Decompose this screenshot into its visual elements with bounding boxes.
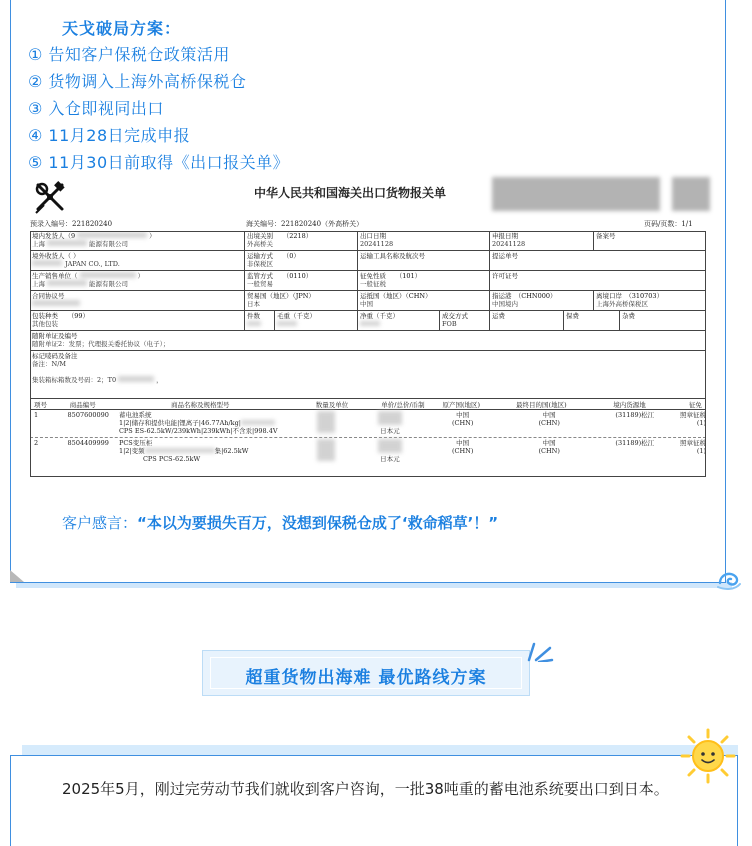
field-label: 随附单证及编号 <box>32 332 78 340</box>
column-header: 商品编号 <box>69 401 96 409</box>
redacted-text <box>118 376 154 382</box>
field-value: JAPAN CO., LTD. <box>65 260 120 268</box>
redacted-qrcode <box>672 177 710 211</box>
goods-origin <box>418 439 493 463</box>
field-label: 许可证号 <box>492 272 518 280</box>
field-value: (1) <box>696 419 707 427</box>
goods-levy <box>667 439 706 463</box>
field-value: 20241128 <box>492 240 526 248</box>
field-label: 离境口岸 （310703） <box>596 292 664 300</box>
pre-entry-number: 预录入编号：221820240 <box>30 220 113 228</box>
field-label: 保费 <box>566 312 579 320</box>
field-label: ） <box>137 272 144 280</box>
field-value: 随附单证2：发票；代理报关委托协议（电子）； <box>32 340 170 348</box>
field-label: 监管方式 （0110） <box>247 272 313 280</box>
redacted-text <box>145 448 215 453</box>
solution-title: 天戈破局方案： <box>62 19 182 38</box>
column-header: 商品名称及规格型号 <box>170 401 230 409</box>
swirl-decoration-icon <box>717 568 741 590</box>
field-label: 标记唛码及备注 <box>32 352 78 360</box>
redacted-text <box>32 300 80 306</box>
field-label: 运输工具名称及航次号 <box>360 252 425 260</box>
field-label: 贸易国（地区）（JPN） <box>247 292 315 300</box>
redacted-text <box>47 240 87 246</box>
redacted-text <box>32 260 62 266</box>
redacted-text <box>247 321 261 326</box>
field-value: 上海外高桥保税区 <box>596 300 648 308</box>
field-value: 中国 <box>456 411 470 419</box>
field-label: 件数 <box>247 312 260 320</box>
field-value: 中国 <box>542 411 556 419</box>
field-value: 日本 <box>247 300 260 308</box>
step-item: ⑤ 11月30日前取得《出口报关单》 <box>28 153 290 172</box>
goods-name: PCS变压柜 <box>118 439 153 447</box>
section-banner <box>202 650 530 696</box>
field-label: 备案号 <box>596 232 616 240</box>
column-header: 最终目的国(地区) <box>516 401 567 409</box>
goods-no: 2 <box>34 439 39 447</box>
column-header: 数量及单位 <box>315 401 349 409</box>
field-value: 一般贸易 <box>247 280 273 288</box>
container-info <box>32 376 704 384</box>
goods-spec: 1|2|变频 <box>118 447 145 455</box>
goods-no: 1 <box>34 411 39 419</box>
customer-quote <box>62 512 498 533</box>
field-label: 出口日期 <box>360 232 386 240</box>
field-label: 毛重（千克） <box>277 312 316 320</box>
banner-title: 超重货物出海难 最优路线方案 <box>245 668 487 688</box>
redacted-text <box>241 420 275 425</box>
field-label: 杂费 <box>622 312 635 320</box>
field-label: 包装种类 （99） <box>32 312 90 320</box>
field-label: 净重（千克） <box>360 312 399 320</box>
step-item: ② 货物调入上海外高桥保税仓 <box>28 72 247 91</box>
field-value: 备注：N/M <box>32 360 67 368</box>
column-header: 单价/总价/币制 <box>381 401 425 409</box>
goods-header-row <box>30 399 706 409</box>
sparkle-rays-icon <box>526 640 554 662</box>
field-value: (CHN) <box>538 419 560 427</box>
field-value: (CHN) <box>451 419 474 427</box>
field-label: 运费 <box>492 312 505 320</box>
goods-spec: CPS ES-62.5kW/239kWh|239kWh|不含汞|998.4V <box>118 427 278 435</box>
field-value: 能源有限公司 <box>89 280 128 288</box>
field-label: 成交方式 <box>442 312 468 320</box>
step-item: ④ 11月28日完成申报 <box>28 126 191 145</box>
goods-spec: 集|62.5kW <box>214 447 249 455</box>
field-value: 上海 <box>32 240 45 248</box>
redacted-text <box>317 411 335 433</box>
goods-source: (31189)松江 <box>615 411 655 419</box>
goods-quantity <box>293 439 361 463</box>
form-grid <box>30 231 706 465</box>
field-value: FOB <box>442 320 457 328</box>
story-paragraph: 2025年5月，刚过完劳动节我们就收到客户咨询，一批38吨重的蓄电池系统要出口到日本。 <box>62 780 669 798</box>
field-value: 非保税区 <box>247 260 273 268</box>
field-value <box>32 260 242 268</box>
field-label: 提运单号 <box>492 252 518 260</box>
field-label: 生产销售单位（ <box>32 272 78 280</box>
step-item: ③ 入仓即视同出口 <box>28 99 164 118</box>
field-value: 照章征税 <box>680 439 707 447</box>
field-value: (CHN) <box>451 447 474 455</box>
field-value: 中国 <box>360 300 373 308</box>
redacted-text <box>360 321 380 326</box>
form-title: 中华人民共和国海关出口货物报关单 <box>254 186 447 200</box>
goods-price <box>361 411 418 435</box>
field-label: 征免性质 （101） <box>360 272 422 280</box>
field-value: 中国 <box>542 439 556 447</box>
column-header: 征免 <box>688 401 702 409</box>
customs-emblem-icon <box>32 179 68 215</box>
field-label: 境外收货人（ ） <box>32 252 80 260</box>
field-value: ， <box>156 376 163 384</box>
customs-number: 海关编号：221820240（外高桥关） <box>246 220 364 228</box>
goods-levy <box>667 411 706 435</box>
goods-item-row <box>30 410 706 437</box>
goods-item-row <box>30 437 706 465</box>
redacted-text <box>378 411 402 425</box>
field-label: 申报日期 <box>492 232 518 240</box>
field-value: 集装箱标箱数及号码：2；T0 <box>32 376 117 384</box>
goods-description <box>119 439 293 463</box>
column-header: 原产国(地区) <box>442 401 481 409</box>
field-value: 外高桥关 <box>247 240 273 248</box>
goods-code: 8507600090 <box>67 411 109 419</box>
goods-currency: 日本元 <box>380 455 400 463</box>
redacted-text <box>80 272 136 278</box>
field-value: 中国境内 <box>492 300 518 308</box>
step-item: ① 告知客户保税仓政策活用 <box>28 45 230 64</box>
quote-prefix: 客户感言： <box>62 514 138 532</box>
field-value: 中国 <box>456 439 470 447</box>
field-value: 一般征税 <box>360 280 386 288</box>
goods-currency: 日本元 <box>380 427 400 435</box>
field-label: 合同协议号 <box>32 292 65 300</box>
goods-price <box>361 439 418 463</box>
goods-source: (31189)松江 <box>615 439 655 447</box>
redacted-barcode <box>492 177 660 211</box>
field-value: (1) <box>696 447 707 455</box>
field-label: 出境关别 （2218） <box>247 232 313 240</box>
goods-description <box>119 411 293 435</box>
goods-destination <box>493 439 591 463</box>
page-count: 页码/页数：1/1 <box>644 220 693 228</box>
goods-destination <box>493 411 591 435</box>
redacted-text <box>317 439 335 461</box>
solution-steps <box>28 42 289 177</box>
redacted-text <box>47 280 87 286</box>
field-value: 能源有限公司 <box>89 240 128 248</box>
column-header: 项号 <box>34 401 47 409</box>
field-value: (CHN) <box>538 447 560 455</box>
page-fold-corner <box>10 570 24 582</box>
field-value: 20241128 <box>360 240 394 248</box>
field-value: 其他包装 <box>32 320 58 328</box>
goods-code: 8504409999 <box>67 439 109 447</box>
customs-declaration-form <box>30 175 710 480</box>
redacted-text <box>277 321 297 326</box>
field-label: 境内发货人（9 <box>32 232 76 240</box>
field-label: 运抵国（地区）（CHN） <box>360 292 432 300</box>
field-value: 照章征税 <box>680 411 707 419</box>
redacted-text <box>77 232 147 238</box>
field-value: 上海 <box>32 280 45 288</box>
goods-name: 蓄电池系统 <box>118 411 152 419</box>
field-label: ） <box>149 232 156 240</box>
goods-spec: 1|2|储存和提供电能|锂离子|46.77Ah/kg| <box>118 419 241 427</box>
column-header: 境内货源地 <box>613 401 646 409</box>
goods-origin <box>418 411 493 435</box>
field-label: 指运港 （CHN000） <box>492 292 557 300</box>
field-label: 运输方式 （0） <box>247 252 300 260</box>
goods-quantity <box>293 411 361 435</box>
goods-spec: CPS PCS-62.5kW <box>142 455 201 463</box>
quote-text: “本以为要损失百万，没想到保税仓成了‘救命稻草’！” <box>137 514 499 532</box>
redacted-text <box>378 439 402 453</box>
